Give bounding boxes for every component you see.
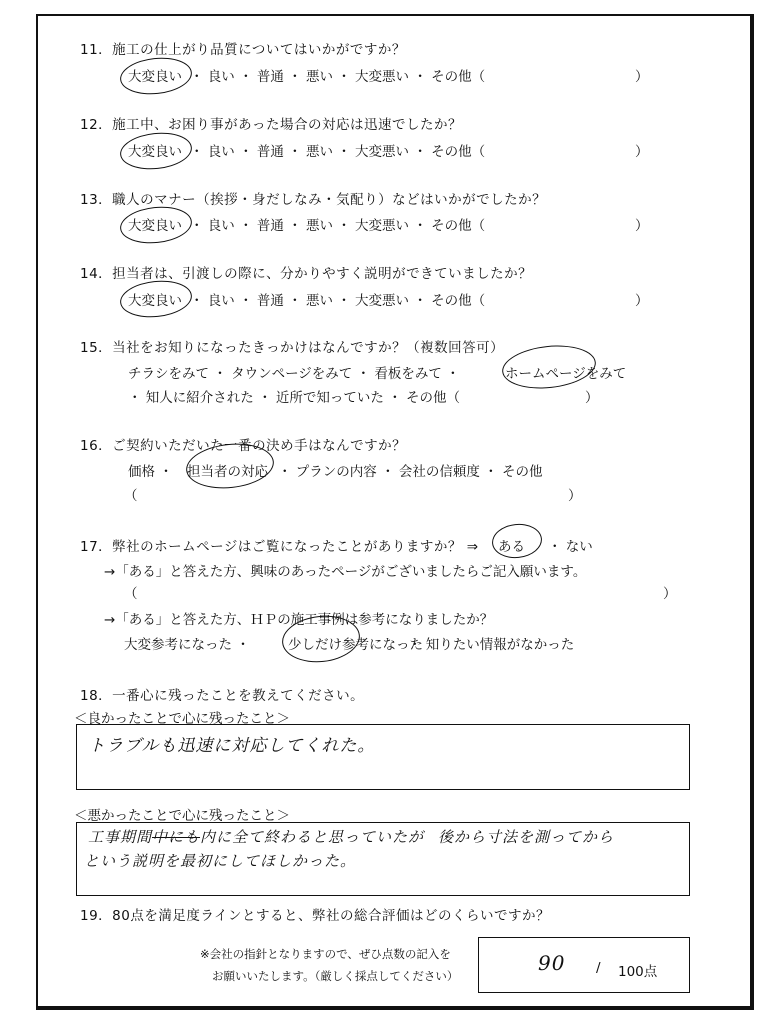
q14-paren-close: ） — [635, 293, 649, 309]
q16-options-rest[interactable]: ・ プランの内容 ・ 会社の信頼度 ・ その他 — [278, 464, 543, 480]
question-12: 12．施工中、お困り事があった場合の対応は迅速でしたか？ — [80, 117, 463, 133]
q17-followup-1: →「ある」と答えた方、興味のあったページがございましたらご記入願います。 — [104, 564, 587, 580]
question-14: 14．担当者は、引渡しの際に、分かりやすく説明ができていましたか？ — [80, 266, 533, 282]
score-max: 100点 — [618, 964, 658, 980]
question-17: 17．弊社のホームページはご覧になったことがありますか？ ⇒ — [80, 539, 479, 555]
q19-note-2: お願いいたします。（厳しく採点してください） — [212, 969, 459, 983]
question-13: 13．職人のマナー（挨拶・身だしなみ・気配り）などはいかがでしたか？ — [80, 192, 547, 208]
bad-line1-struck: 中にも — [152, 828, 201, 846]
q15-option-selected[interactable]: ホームページをみて — [505, 366, 627, 382]
bad-line1-a: 工事期間 — [88, 828, 153, 846]
q15-options-row1[interactable]: チラシをみて ・ タウンページをみて ・ 看板をみて ・ — [128, 366, 460, 382]
q17-paren-open: （ — [124, 586, 138, 602]
question-19: 19．80点を満足度ラインとすると、弊社の総合評価はどのくらいですか？ — [80, 908, 550, 924]
q17-paren-close: ） — [663, 586, 677, 602]
score-box[interactable] — [478, 937, 690, 993]
question-11: 11．施工の仕上がり品質についてはいかがですか？ — [80, 42, 406, 58]
q16-paren-close: ） — [568, 488, 582, 504]
bad-answer-line1 — [88, 826, 614, 847]
q16-option-selected[interactable]: 担当者の対応 — [187, 464, 268, 480]
good-label: ＜良かったことで心に残ったこと＞ — [74, 711, 290, 727]
q13-paren-close: ） — [635, 218, 649, 234]
bad-line1-b: 内に全て終わると思っていたが — [200, 828, 425, 846]
q12-paren-close: ） — [635, 144, 649, 160]
q17-option-no[interactable]: ・ ない — [548, 539, 593, 555]
bad-answer-line2: という説明を最初にしてほしかった。 — [84, 852, 357, 870]
q17-followup-2: →「ある」と答えた方、ＨＰの施工事例は参考になりましたか？ — [104, 612, 494, 628]
q14-option-selected[interactable]: 大変良い — [128, 293, 182, 309]
q17-option-a[interactable]: 大変参考になった ・ — [124, 637, 250, 653]
q15-options-row2[interactable]: ・ 知人に紹介された ・ 近所で知っていた ・ その他（ — [128, 390, 460, 406]
q13-option-selected[interactable]: 大変良い — [128, 218, 182, 234]
q19-note-1: ※会社の指針となりますので、ぜひ点数の記入を — [200, 947, 451, 961]
q14-options[interactable]: ・ 良い ・ 普通 ・ 悪い ・ 大変悪い ・ その他（ — [190, 293, 486, 309]
bad-line1-c: 後から寸法を測ってから — [438, 828, 615, 846]
q17-option-yes[interactable]: ある — [498, 539, 525, 555]
question-15: 15．当社をお知りになったきっかけはなんですか？（複数回答可） — [80, 340, 505, 356]
q11-options[interactable]: ・ 良い ・ 普通 ・ 悪い ・ 大変悪い ・ その他（ — [190, 69, 486, 85]
q11-paren-close: ） — [635, 69, 649, 85]
q12-options[interactable]: ・ 良い ・ 普通 ・ 悪い ・ 大変悪い ・ その他（ — [190, 144, 486, 160]
question-18: 18．一番心に残ったことを教えてください。 — [80, 688, 365, 704]
q17-option-c[interactable]: ・ 知りたい情報がなかった — [408, 637, 575, 653]
q12-option-selected[interactable]: 大変良い — [128, 144, 182, 160]
question-16: 16．ご契約いただいた一番の決め手はなんですか？ — [80, 438, 407, 454]
q16-paren-open: （ — [124, 488, 138, 504]
q15-paren-close: ） — [585, 390, 599, 406]
bad-label: ＜悪かったことで心に残ったこと＞ — [74, 808, 290, 824]
q13-options[interactable]: ・ 良い ・ 普通 ・ 悪い ・ 大変悪い ・ その他（ — [190, 218, 486, 234]
good-answer-text: トラブルも迅速に対応してくれた。 — [88, 736, 376, 756]
q17-option-selected[interactable]: 少しだけ参考になった — [288, 637, 423, 653]
score-value: 90 — [538, 951, 566, 975]
q16-option-price[interactable]: 価格 ・ — [128, 464, 173, 480]
q11-option-selected[interactable]: 大変良い — [128, 69, 182, 85]
score-slash: / — [596, 960, 601, 976]
